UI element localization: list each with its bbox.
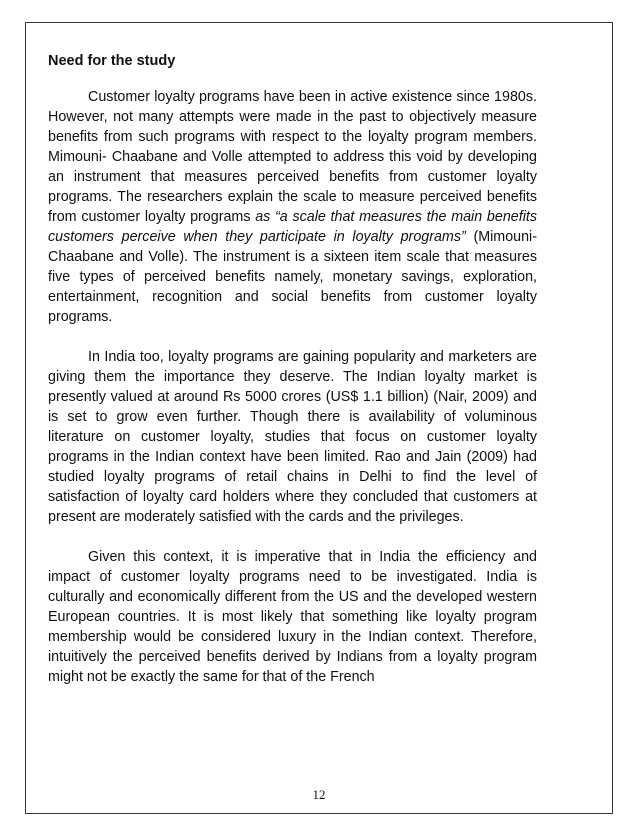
section-heading: Need for the study [48,53,176,69]
document-body [48,51,537,707]
paragraph-1-quote: as “a scale that measures the main benefits customers perceive when they participate in loyalty programs” [48,209,537,245]
paragraph-3: Given this context, it is imperative that in India the efficiency and impact of customer loyalty programs need to be investigated. India is culturally and economically different from the US and the developed western European countries. It is most likely that something like loyalty program membership would be considered luxury in the Indian context. Therefore, intuitively the perceived benefits derived by Indians from a loyalty program might not be exactly the same for that of the French [48,549,537,685]
page-number: 12 [312,787,326,802]
paragraph-1-text-end: (Mimouni-Chaabane and Volle). The instrument is a sixteen item scale that measures five types of perceived benefits namely, monetary savings, exploration, entertainment, recognition and social benefits from customer loyalty programs. [48,229,537,325]
paragraph-1-text: Customer loyalty programs have been in active existence since 1980s. However, not many attempts were made in the past to objectively measure benefits from such programs with respect to the loyalty program members. Mimouni- Chaabane and Volle attempted to address this void by developing an instrument that measures perceived benefits from customer loyalty programs. The researchers explain the scale to measure perceived benefits from customer loyalty programs [48,89,537,225]
paragraph-1 [48,87,537,327]
paragraph-2: In India too, loyalty programs are gaining popularity and marketers are giving them the importance they deserve. The Indian loyalty market is presently valued at around Rs 5000 crores (US$ 1.1 billion) (Nair, 2009) and is set to grow even further. Though there is availability of voluminous literature on customer loyalty, studies that focus on customer loyalty programs in the Indian context have been limited. Rao and Jain (2009) had studied loyalty programs of retail chains in Delhi to find the level of satisfaction of loyalty card holders where they concluded that customers at present are moderately satisfied with the cards and the privileges. [48,349,537,525]
